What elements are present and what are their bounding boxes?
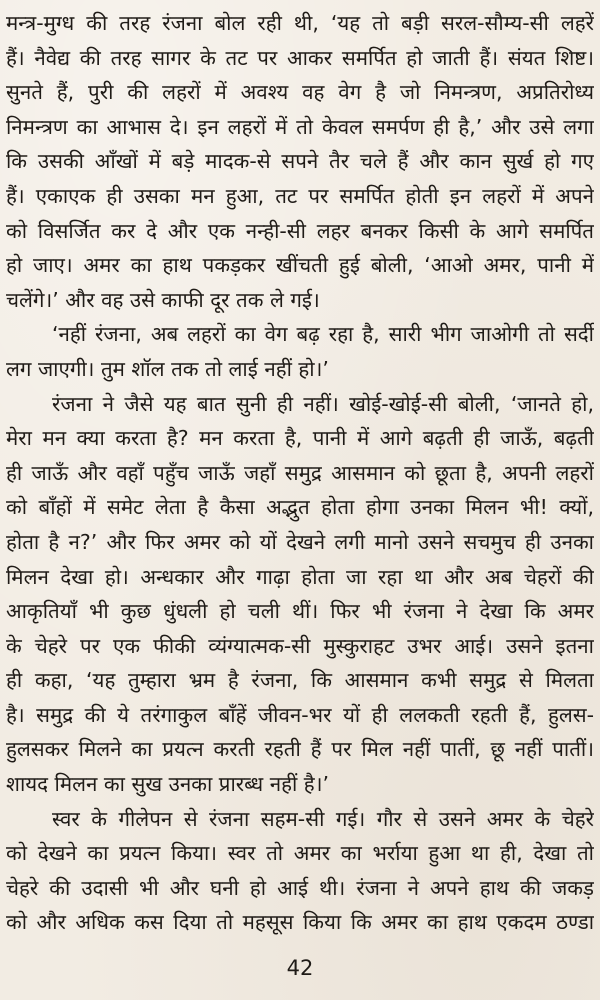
text-line: है। समुद्र की ये तरंगाकुल बाँहें जीवन-भर यों ही ललकती रहती हैं, हुलस-: [6, 702, 594, 727]
text-line: हैं। नैवेद्य की तरह सागर के तट पर आकर समर्पित हो जाती हैं। संयत शिष्ट।: [6, 45, 594, 70]
body-text: [6, 6, 594, 940]
text-line: चलेंगे।’ और वह उसे काफी दूर तक ले गई।: [6, 287, 320, 312]
text-line: स्वर के गीलेपन से रंजना सहम-सी गई। गौर से उसने अमर के चेहरे: [52, 806, 594, 831]
text-line: हुलसकर मिलने का प्रयत्न करती रहती हैं पर मिल नहीं पातीं, छू नहीं पातीं।: [6, 737, 594, 762]
text-line: रंजना ने जैसे यह बात सुनी ही नहीं। खोई-खोई-सी बोली, ‘जानते हो,: [52, 391, 594, 416]
text-line: लग जाएगी। तुम शॉल तक तो लाई नहीं हो।’: [6, 356, 329, 381]
text-line: हैं। एकाएक ही उसका मन हुआ, तट पर समर्पित होती इन लहरों में अपने: [6, 183, 594, 208]
text-line: ही कहा, ‘यह तुम्हारा भ्रम है रंजना, कि आसमान कभी समुद्र से मिलता: [6, 668, 594, 693]
text-line: मेरा मन क्या करता है? मन करता है, पानी में आगे बढ़ती ही जाऊँ, बढ़ती: [6, 426, 594, 451]
text-line: कि उसकी आँखों में बड़े मादक-से सपने तैर चले हैं और कान सुर्ख हो गए: [6, 149, 594, 174]
text-line: होता है न?’ और फिर अमर को यों देखने लगी मानो उसने सचमुच ही उनका: [6, 529, 594, 554]
text-line: को विसर्जित कर दे और एक नन्ही-सी लहर बनकर किसी के आगे समर्पित: [6, 218, 594, 243]
text-line: ही जाऊँ और वहाँ पहुँच जाऊँ जहाँ समुद्र आसमान को छूता है, अपनी लहरों: [6, 460, 594, 485]
text-line: के चेहरे पर एक फीकी व्यंग्यात्मक-सी मुस्कुराहट उभर आई। उसने इतना: [6, 633, 594, 658]
text-line: सुनते हैं, पुरी की लहरों में अवश्य वह वेग है जो निमन्त्रण, अप्रतिरोध्य: [6, 80, 594, 105]
text-line: चेहरे की उदासी भी और घनी हो आई थी। रंजना ने अपने हाथ की जकड़: [6, 875, 594, 900]
text-line: निमन्त्रण का आभास दे। इन लहरों में तो केवल समर्पण ही है,’ और उसे लगा: [6, 114, 594, 139]
text-line: ‘नहीं रंजना, अब लहरों का वेग बढ़ रहा है, सारी भीग जाओगी तो सर्दी: [52, 322, 594, 347]
text-line: को बाँहों में समेट लेता है कैसा अद्भुत होता होगा उनका मिलन भी! क्यों,: [6, 495, 594, 520]
text-line: शायद मिलन का सुख उनका प्रारब्ध नहीं है।’: [6, 772, 329, 797]
text-line: मिलन देखा हो। अन्धकार और गाढ़ा होता जा रहा था और अब चेहरों की: [6, 564, 594, 589]
text-line: आकृतियाँ भी कुछ धुंधली हो चली थीं। फिर भी रंजना ने देखा कि अमर: [6, 599, 594, 624]
text-line: हो जाए। अमर का हाथ पकड़कर खींचती हुई बोली, ‘आओ अमर, पानी में: [6, 253, 594, 278]
text-line: को देखने का प्रयत्न किया। स्वर तो अमर का भर्राया हुआ था ही, देखा तो: [6, 841, 594, 866]
text-line: मन्त्र-मुग्ध की तरह रंजना बोल रही थी, ‘यह तो बड़ी सरल-सौम्य-सी लहरें: [6, 11, 594, 35]
page-number: 42: [286, 956, 314, 980]
text-line: को और अधिक कस दिया तो महसूस किया कि अमर का हाथ एकदम ठण्डा: [6, 910, 594, 935]
